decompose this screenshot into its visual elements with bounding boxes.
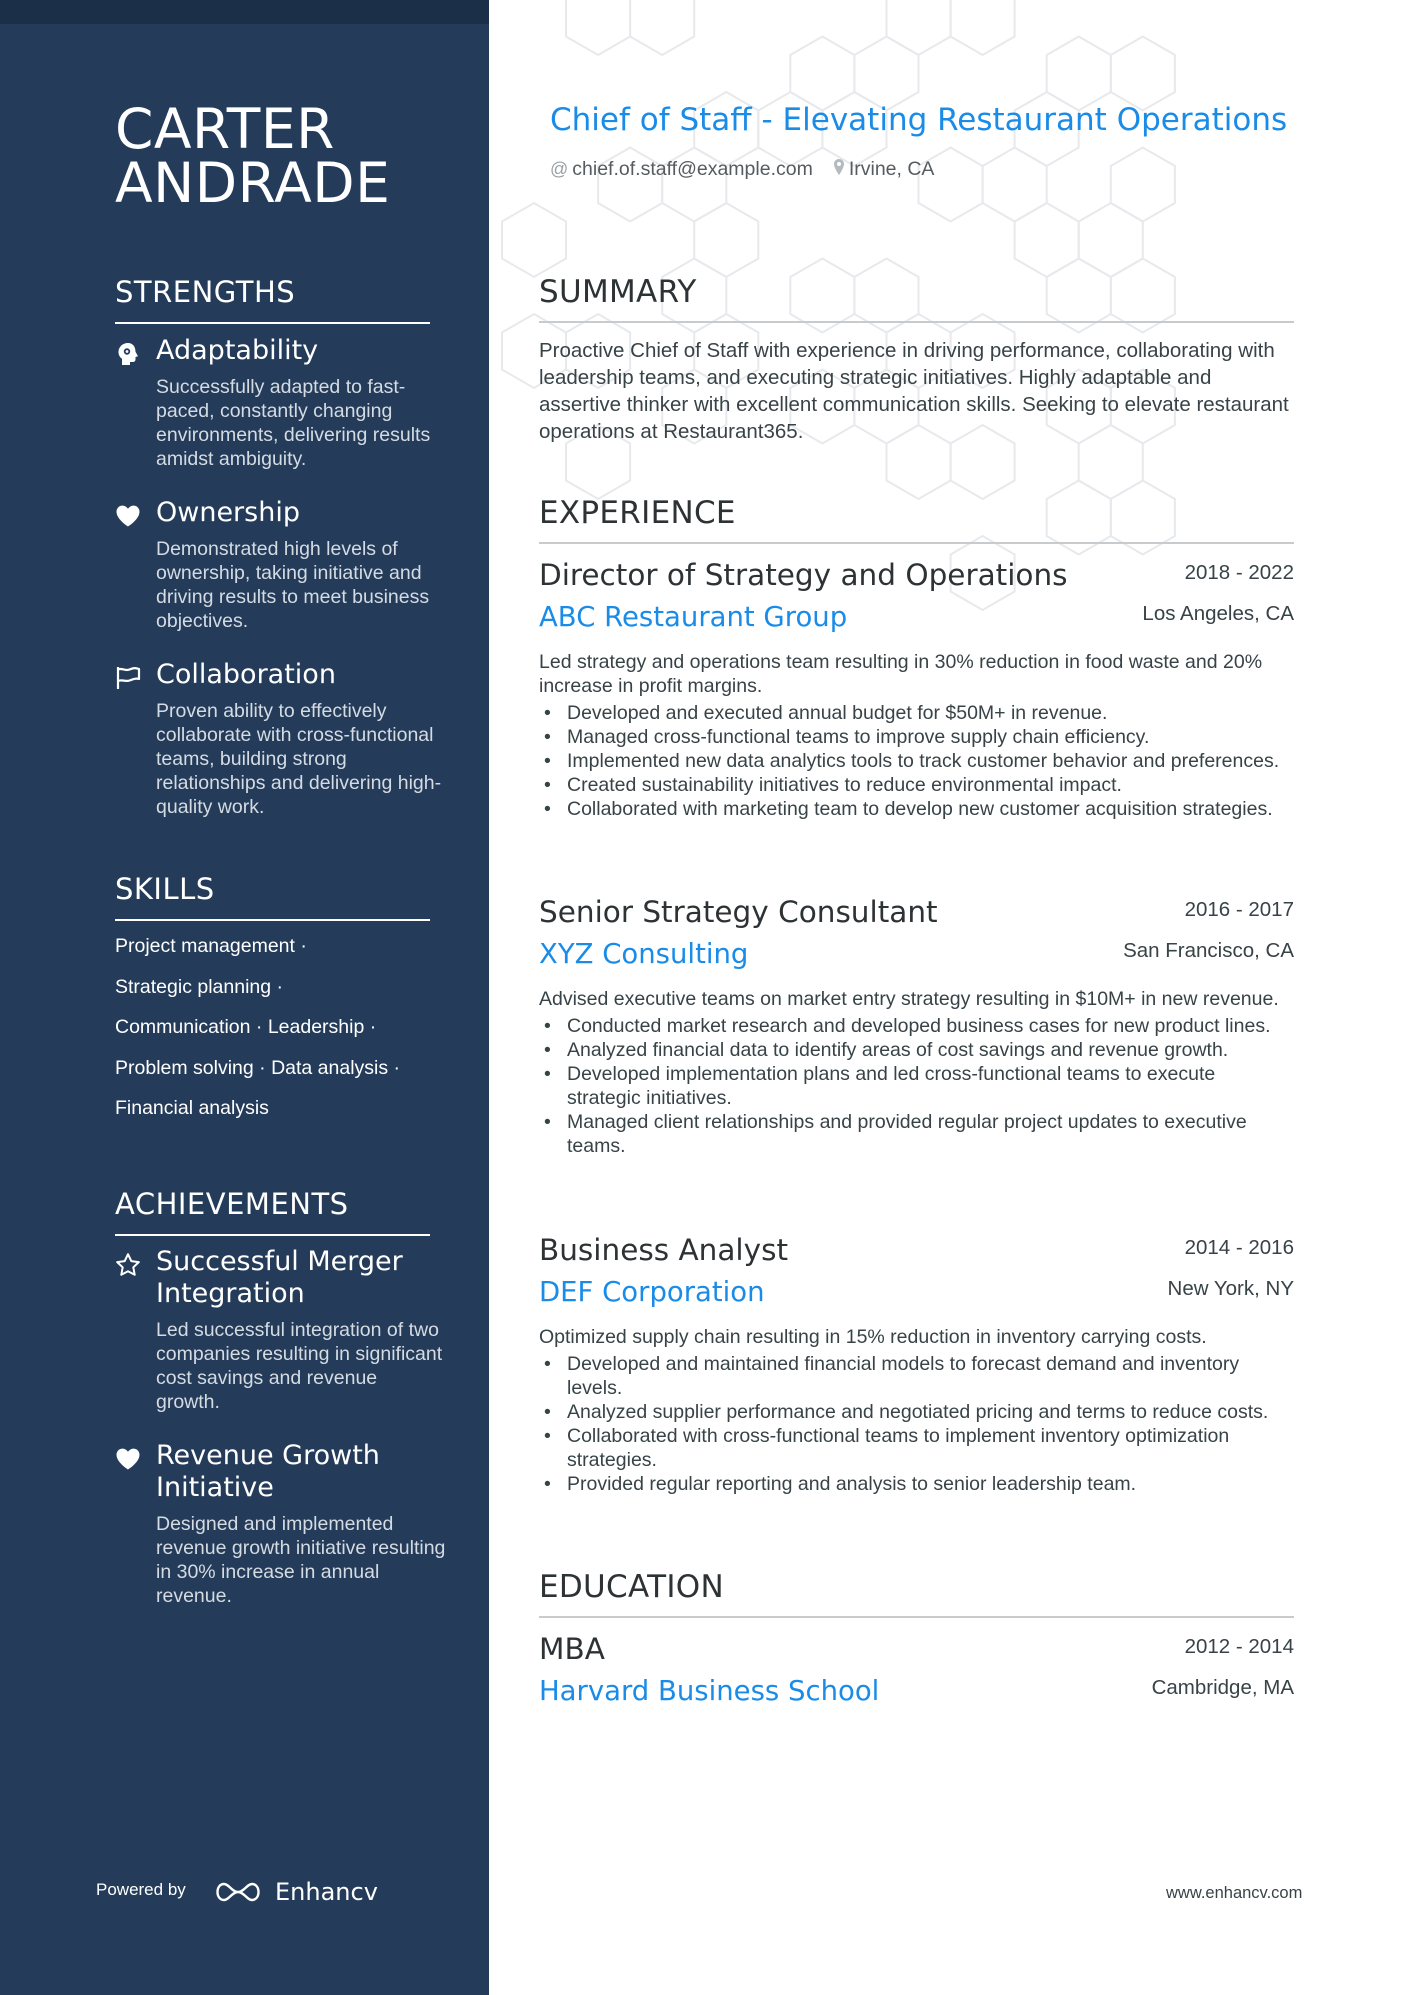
bullet-item: • Developed and executed annual budget for $50M+ in revenue.: [539, 701, 1294, 725]
bullet-item: • Collaborated with cross-functional teams to implement inventory optimization strategies.: [539, 1424, 1294, 1472]
bullet-item: • Conducted market research and developed business cases for new product lines.: [539, 1014, 1294, 1038]
skill-tag: Problem solving: [115, 1056, 254, 1079]
job-summary: Advised executive teams on market entry strategy resulting in $10M+ in new revenue.: [539, 988, 1279, 1010]
achievement-title: Revenue Growth Initiative: [156, 1440, 380, 1503]
job-dates: 2016 - 2017: [1184, 898, 1294, 921]
bullet-item: • Implemented new data analytics tools to track customer behavior and preferences.: [539, 749, 1294, 773]
strength-description: Proven ability to effectively collaborate with cross-functional teams, building strong relationships and delivering high-quality work.: [156, 700, 442, 818]
summary-heading: SUMMARY: [539, 274, 1294, 323]
bullet-item: • Analyzed supplier performance and negotiated pricing and terms to reduce costs.: [539, 1400, 1294, 1424]
map-pin-icon: [833, 158, 845, 181]
first-name: CARTER: [115, 97, 335, 161]
strength-title: Collaboration: [156, 659, 336, 690]
job-dates: 2014 - 2016: [1184, 1236, 1294, 1259]
achievements-heading: ACHIEVEMENTS: [115, 1186, 430, 1236]
bullet-item: • Created sustainability initiatives to reduce environmental impact.: [539, 773, 1294, 797]
education-entry: [539, 1631, 1294, 1717]
skill-tag: Leadership: [267, 1016, 365, 1038]
headline: Chief of Staff - Elevating Restaurant Operations: [550, 102, 1288, 138]
last-name: ANDRADE: [115, 151, 391, 215]
bullet-item: • Analyzed financial data to identify areas of cost savings and revenue growth.: [539, 1038, 1294, 1062]
bullet-item: • Developed implementation plans and led cross-functional teams to execute strategic initiatives.: [539, 1062, 1294, 1110]
skill-tag: Financial analysis: [115, 1097, 269, 1119]
experience-entry: [539, 557, 1294, 821]
experience-entry: [539, 1232, 1294, 1496]
skill-tag: Project management: [115, 935, 295, 957]
location: Irvine, CA: [848, 158, 935, 180]
strength-title: Ownership: [156, 497, 300, 528]
summary-text: Proactive Chief of Staff with experience in driving performance, collaborating with leadership teams, and executing strategic initiatives. Highly adaptable and assertive thinker with excellent communication skills. Seeking to elevate restaurant operations at Restaurant365.: [539, 339, 1289, 443]
school-name: Harvard Business School: [539, 1675, 880, 1707]
company-name: ABC Restaurant Group: [539, 601, 848, 633]
experience-heading: EXPERIENCE: [539, 495, 1294, 544]
achievement-description: Led successful integration of two companies resulting in significant cost savings and revenue growth.: [156, 1319, 443, 1413]
strength-description: Successfully adapted to fast-paced, constantly changing environments, delivering results amidst ambiguity.: [156, 376, 431, 470]
education-dates: 2012 - 2014: [1184, 1635, 1294, 1658]
education-location: Cambridge, MA: [1151, 1676, 1294, 1699]
bullet-item: • Collaborated with marketing team to develop new customer acquisition strategies.: [539, 797, 1294, 821]
skill-tag: Data analysis: [271, 1056, 389, 1079]
job-bullets: [539, 1352, 1294, 1496]
job-location: San Francisco, CA: [1123, 939, 1294, 962]
experience-entry: [539, 894, 1294, 1158]
company-name: XYZ Consulting: [539, 938, 749, 970]
strength-description: Demonstrated high levels of ownership, taking initiative and driving results to meet business objectives.: [156, 538, 430, 632]
email[interactable]: chief.of.staff@example.com: [572, 158, 813, 180]
bullet-item: • Managed cross-functional teams to improve supply chain efficiency.: [539, 725, 1294, 749]
job-summary: Led strategy and operations team resulting in 30% reduction in food waste and 20% increase in profit margins.: [539, 651, 1263, 697]
job-bullets: [539, 701, 1294, 821]
job-title: Director of Strategy and Operations: [539, 558, 1068, 592]
job-title: Business Analyst: [539, 1233, 789, 1267]
company-name: DEF Corporation: [539, 1276, 765, 1308]
job-title: Senior Strategy Consultant: [539, 895, 938, 929]
strength-title: Adaptability: [156, 335, 319, 366]
job-dates: 2018 - 2022: [1184, 561, 1294, 584]
skills-heading: SKILLS: [115, 871, 430, 921]
education-heading: EDUCATION: [539, 1569, 1294, 1618]
bullet-item: • Developed and maintained financial models to forecast demand and inventory levels.: [539, 1352, 1294, 1400]
bullet-item: • Provided regular reporting and analysis to senior leadership team.: [539, 1472, 1294, 1496]
job-location: Los Angeles, CA: [1142, 602, 1294, 625]
bullet-item: • Managed client relationships and provided regular project updates to executive teams.: [539, 1110, 1294, 1158]
website-link[interactable]: www.enhancv.com: [1166, 1884, 1303, 1902]
achievement-description: Designed and implemented revenue growth initiative resulting in 30% increase in annual revenue.: [156, 1513, 446, 1607]
strengths-heading: STRENGTHS: [115, 274, 430, 324]
job-summary: Optimized supply chain resulting in 15% reduction in inventory carrying costs.: [539, 1326, 1207, 1348]
achievement-title: Successful Merger Integration: [156, 1246, 403, 1309]
at-icon: @: [550, 159, 569, 180]
degree: MBA: [539, 1632, 605, 1666]
job-bullets: [539, 1014, 1294, 1158]
job-location: New York, NY: [1167, 1277, 1294, 1300]
skill-tag: Communication: [115, 1016, 251, 1038]
contact-row: [550, 158, 934, 181]
powered-by-label: Powered by: [96, 1880, 186, 1899]
brand-name: Enhancv: [275, 1878, 378, 1906]
skills-list: Project management · Strategic planning · Communication · Leadership · Problem solving · Data analysis · Financial analysis: [115, 935, 401, 1119]
skill-tag: Strategic planning: [115, 975, 272, 998]
